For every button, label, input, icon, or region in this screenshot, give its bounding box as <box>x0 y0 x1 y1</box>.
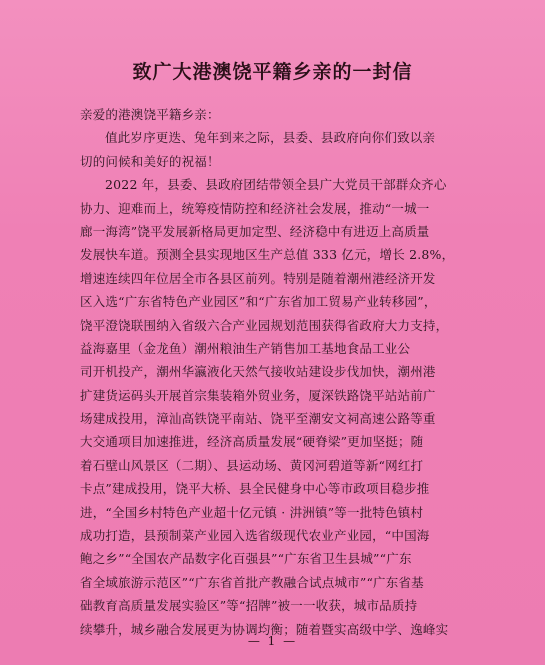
page-number: — 1 — <box>247 634 298 648</box>
letter-body <box>80 103 470 641</box>
paragraph-line: 大交通项目加速推进，经济高质量发展“硬脊梁”更加坚挺；随 <box>80 434 424 450</box>
greeting: 亲爱的港澳饶平籍乡亲： <box>80 107 220 122</box>
paragraph-line: 饶平澄饶联围纳入省级六合产业园规划范围获得省政府大力支持， <box>80 317 449 333</box>
paragraph-line: 鲍之乡”“全国农产品数字化百强县”“广东省卫生县城”“广东 <box>80 551 412 567</box>
paragraph-line: 卡点”建成投用，饶平大桥、县全民健身中心等市政项目稳步推 <box>80 481 430 497</box>
paragraph-line: 发展快车道。预测全县实现地区生产总值 333 亿元，增长 2.8%， <box>80 247 455 263</box>
paragraph-line: 省全域旅游示范区”“广东省首批产教融合试点城市”“广东省基 <box>80 574 424 590</box>
page-title: 致广大港澳饶平籍乡亲的一封信 <box>132 61 413 83</box>
paragraph-line: 场建成投用，漳汕高铁饶平南站、饶平至潮安文祠高速公路等重 <box>80 411 436 427</box>
paragraph-line: 司开机投产，潮州华瀛液化天然气接收站建设步伐加快，潮州港 <box>80 364 436 380</box>
paragraph-line: 成功打造，县预制菜产业园入选省级现代农业产业园，“中国海 <box>80 528 430 544</box>
paragraph-line: 续攀升，城乡融合发展更为协调均衡；随着暨实高级中学、逸峰实 <box>80 621 449 637</box>
paragraph-line: 增速连续四年位居全市各县区前列。特别是随着潮州港经济开发 <box>80 270 436 286</box>
paragraph-line: 协力、迎难而上，统筹疫情防控和经济社会发展，推动“一城一 <box>80 200 430 216</box>
paragraph-line: 益海嘉里（金龙鱼）潮州粮油生产销售加工基地食品工业公 <box>80 340 411 356</box>
paragraph-line: 廊一海湾”饶平发展新格局更加定型、经济稳中有进迈上高质量 <box>80 223 430 239</box>
paragraph-line: 扩建货运码头开展首宗集装箱外贸业务，厦深铁路饶平站站前广 <box>80 387 436 403</box>
paragraph-line: 进，“全国乡村特色产业超十亿元镇 · 汫洲镇”等一批特色镇村 <box>80 504 424 520</box>
paragraph-line: 切的问候和美好的祝福！ <box>80 153 220 169</box>
paragraph-line: 础教育高质量发展实验区”等“招牌”被一一收获，城市品质持 <box>80 598 418 614</box>
paragraph-line: 值此岁序更迭、兔年到来之际，县委、县政府向你们致以亲 <box>105 130 436 146</box>
paragraph-line: 着石壁山风景区（二期）、县运动场、黄冈河碧道等新“网红打 <box>80 457 424 473</box>
paragraph-line: 2022 年，县委、县政府团结带领全县广大党员干部群众齐心 <box>105 177 447 193</box>
paragraph-line: 区入选“广东省特色产业园区”和“广东省加工贸易产业转移园”， <box>80 294 437 310</box>
